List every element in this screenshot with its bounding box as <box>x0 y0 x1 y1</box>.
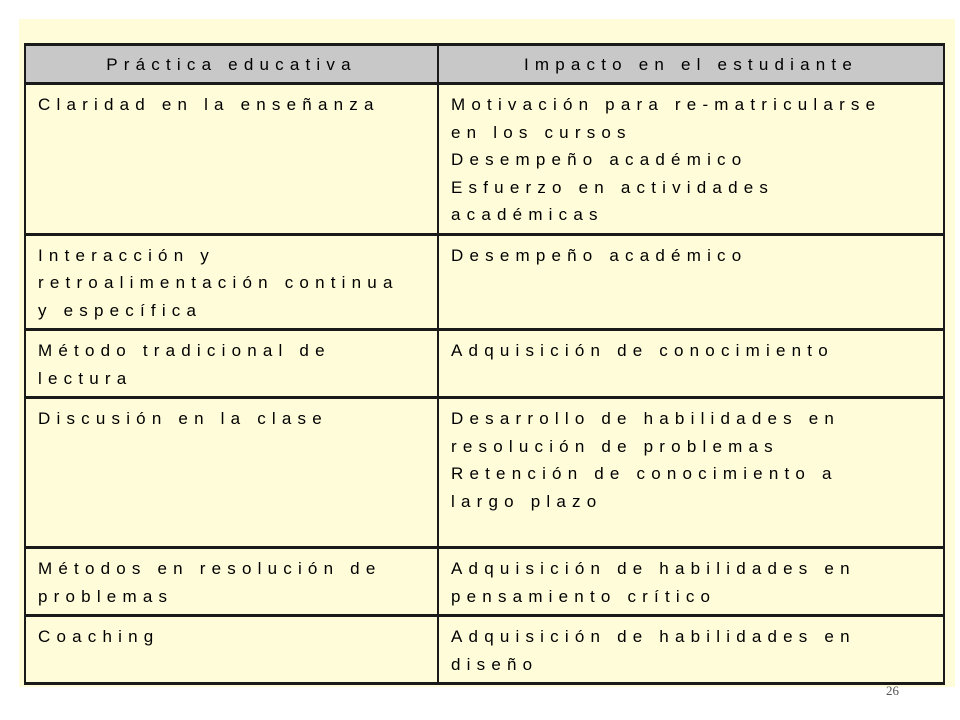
table-row <box>25 234 944 330</box>
table-row <box>25 398 944 548</box>
cell-line: Claridad en la enseñanza <box>38 95 380 114</box>
cell-line: Método tradicional de <box>38 341 331 360</box>
impact-cell <box>438 330 944 398</box>
table-row <box>25 616 944 684</box>
cell-line: académicas <box>451 205 604 224</box>
cell-line: Adquisición de conocimiento <box>451 341 834 360</box>
cell-line: Motivación para re-matricularse <box>451 95 882 114</box>
cell-line: pensamiento crítico <box>451 586 717 606</box>
cell-line: Esfuerzo en actividades <box>451 177 775 197</box>
cell-line: Métodos en resolución de <box>38 559 382 578</box>
cell-line: retroalimentación continua <box>38 273 399 292</box>
cell-line: problemas <box>38 586 174 606</box>
practice-cell <box>25 84 438 235</box>
impact-cell <box>438 398 944 548</box>
cell-line: Desempeño académico <box>451 245 748 265</box>
cell-line: Adquisición de habilidades en <box>451 559 856 578</box>
impact-cell <box>438 548 944 616</box>
impact-cell <box>438 616 944 684</box>
cell-line: Retención de conocimiento a <box>451 464 838 483</box>
cell-line: y específica <box>38 300 203 320</box>
table-row <box>25 330 944 398</box>
cell-line: diseño <box>451 654 539 674</box>
practice-impact-table <box>24 43 945 685</box>
practice-cell <box>25 616 438 684</box>
cell-line: resolución de problemas <box>451 436 779 456</box>
practice-cell <box>25 398 438 548</box>
page-number: 26 <box>886 683 899 698</box>
practice-cell <box>25 234 438 330</box>
cell-line: largo plazo <box>451 491 603 511</box>
table-header-row <box>25 45 944 84</box>
cell-line: en los cursos <box>451 122 632 142</box>
cell-line: Coaching <box>38 627 160 646</box>
practice-cell <box>25 330 438 398</box>
header-practice: Práctica educativa <box>25 45 438 84</box>
cell-line: Adquisición de habilidades en <box>451 627 856 646</box>
practice-cell <box>25 548 438 616</box>
impact-cell <box>438 234 944 330</box>
impact-cell <box>438 84 944 235</box>
header-impact: Impacto en el estudiante <box>438 45 944 84</box>
cell-line: Discusión en la clase <box>38 409 328 428</box>
cell-line: Desempeño académico <box>451 150 748 169</box>
table-row <box>25 84 944 235</box>
cell-line: Interacción y <box>38 245 215 265</box>
cell-line: lectura <box>38 368 133 388</box>
table-row <box>25 548 944 616</box>
cell-line: Desarrollo de habilidades en <box>451 409 841 428</box>
